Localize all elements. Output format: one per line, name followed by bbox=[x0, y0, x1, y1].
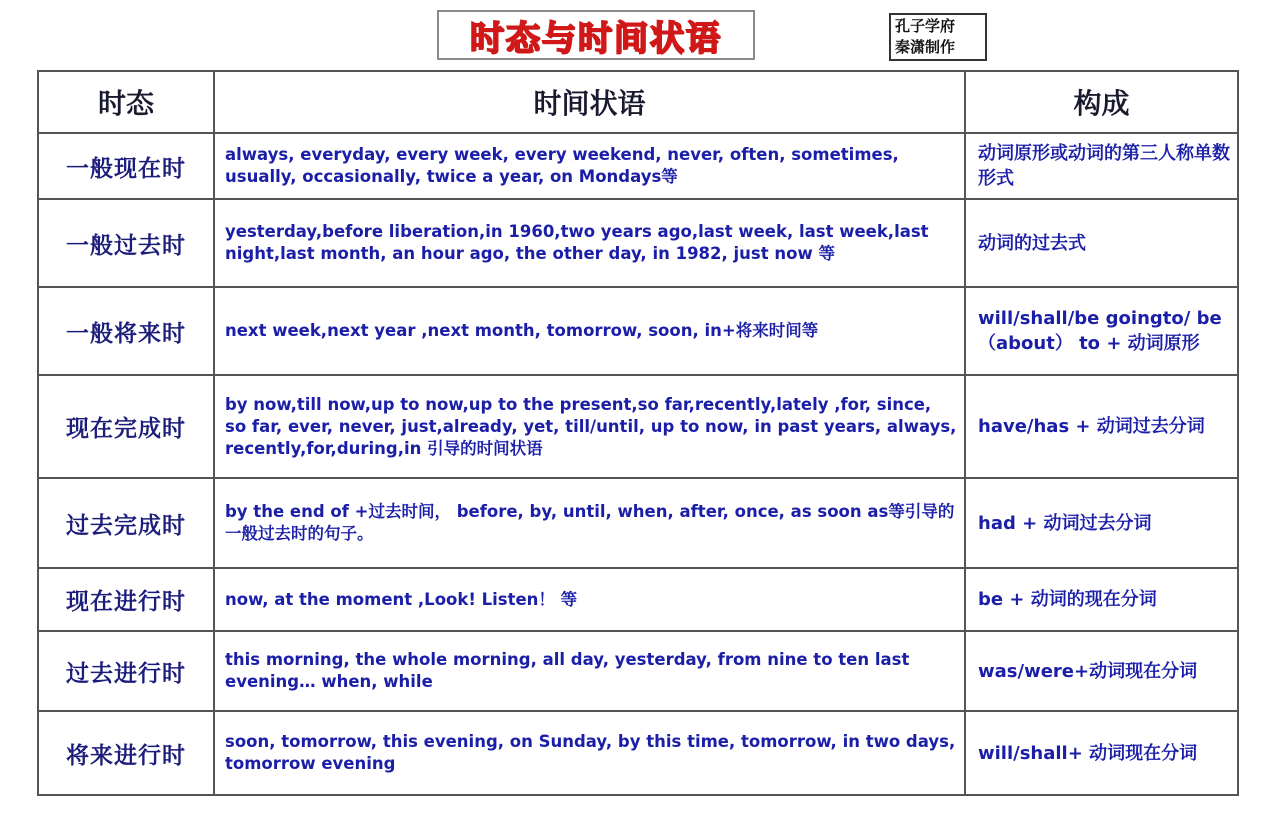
form-cell: 动词的过去式 bbox=[965, 199, 1238, 287]
tense-cell: 一般现在时 bbox=[38, 133, 214, 199]
table-row bbox=[38, 375, 1238, 478]
table-row bbox=[38, 631, 1238, 711]
credit-stamp bbox=[889, 13, 987, 61]
table-row bbox=[38, 133, 1238, 199]
adverbial-cell: by now,till now,up to now,up to the present,so far,recently,lately ,for, since, so far, ever, never, just,already, yet, till/until, up to now, in past years, always, recently,for,during,in 引导的时间状语 bbox=[214, 375, 965, 478]
form-cell: have/has + 动词过去分词 bbox=[965, 375, 1238, 478]
tense-cell: 过去完成时 bbox=[38, 478, 214, 568]
form-cell: be + 动词的现在分词 bbox=[965, 568, 1238, 631]
adverbial-cell: next week,next year ,next month, tomorrow, soon, in+将来时间等 bbox=[214, 287, 965, 375]
tense-cell: 一般将来时 bbox=[38, 287, 214, 375]
header-row bbox=[38, 71, 1238, 133]
adverbial-cell: now, at the moment ,Look! Listen！ 等 bbox=[214, 568, 965, 631]
page-title-box bbox=[437, 10, 755, 60]
header-adverbials: 时间状语 bbox=[214, 71, 965, 133]
header-tense: 时态 bbox=[38, 71, 214, 133]
form-cell: was/were+动词现在分词 bbox=[965, 631, 1238, 711]
adverbial-cell: this morning, the whole morning, all day, yesterday, from nine to ten last evening… when, while bbox=[214, 631, 965, 711]
header-form: 构成 bbox=[965, 71, 1238, 133]
form-cell: 动词原形或动词的第三人称单数形式 bbox=[965, 133, 1238, 199]
adverbial-cell: soon, tomorrow, this evening, on Sunday, by this time, tomorrow, in two days, tomorrow evening bbox=[214, 711, 965, 795]
adverbial-cell: yesterday,before liberation,in 1960,two years ago,last week, last week,last night,last month, an hour ago, the other day, in 1982, just now 等 bbox=[214, 199, 965, 287]
page-title: 时态与时间状语 bbox=[470, 18, 722, 59]
form-cell: had + 动词过去分词 bbox=[965, 478, 1238, 568]
adverbial-cell: always, everyday, every week, every weekend, never, often, sometimes, usually, occasionally, twice a year, on Mondays等 bbox=[214, 133, 965, 199]
form-cell: will/shall+ 动词现在分词 bbox=[965, 711, 1238, 795]
table-row bbox=[38, 568, 1238, 631]
tense-table bbox=[37, 70, 1239, 796]
tense-cell: 过去进行时 bbox=[38, 631, 214, 711]
tense-cell: 现在进行时 bbox=[38, 568, 214, 631]
tense-cell: 将来进行时 bbox=[38, 711, 214, 795]
table-row bbox=[38, 199, 1238, 287]
form-cell: will/shall/be goingto/ be （about） to + 动词原形 bbox=[965, 287, 1238, 375]
table-row bbox=[38, 711, 1238, 795]
credit-line-2: 秦潇制作 bbox=[895, 38, 956, 56]
credit-line-1: 孔子学府 bbox=[895, 17, 956, 35]
table-row bbox=[38, 287, 1238, 375]
tense-cell: 一般过去时 bbox=[38, 199, 214, 287]
table-row bbox=[38, 478, 1238, 568]
adverbial-cell: by the end of +过去时间， before, by, until, when, after, once, as soon as等引导的一般过去时的句子。 bbox=[214, 478, 965, 568]
tense-cell: 现在完成时 bbox=[38, 375, 214, 478]
